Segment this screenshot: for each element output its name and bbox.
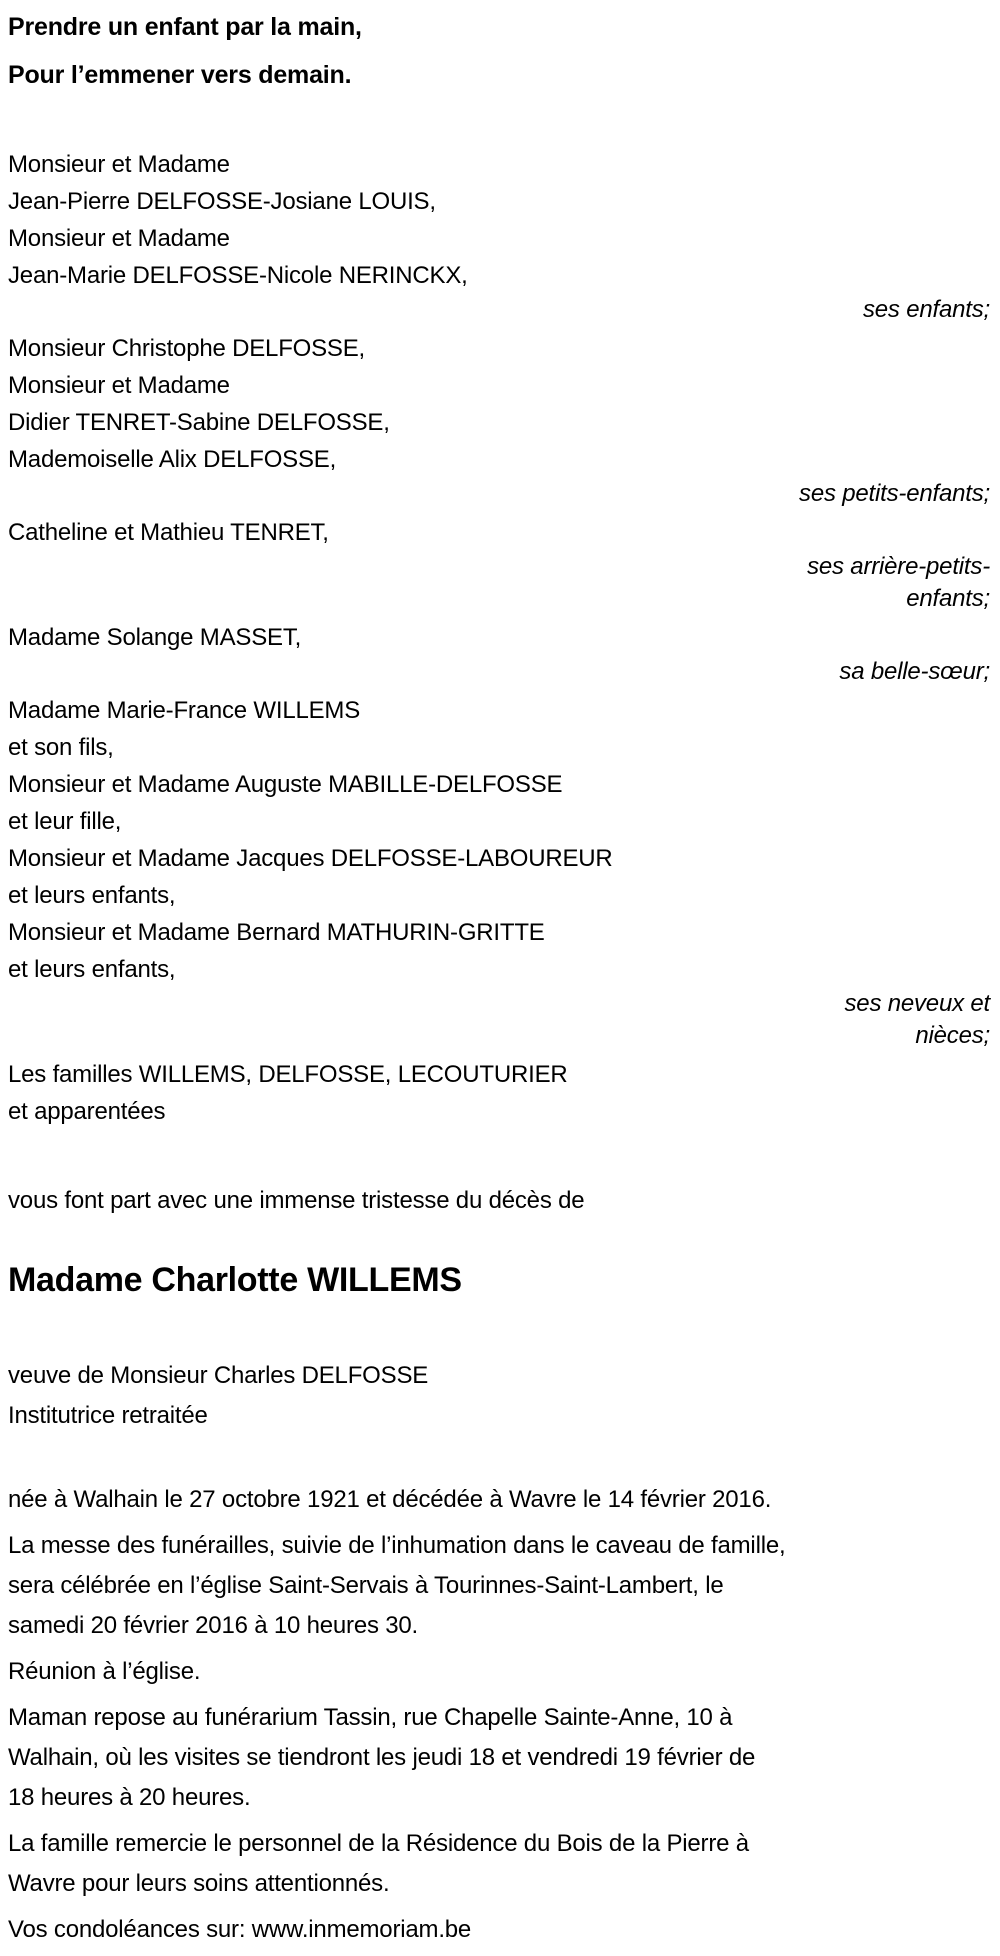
family-member-line: Monsieur et Madame (8, 151, 230, 178)
family-member-line: Didier TENRET-Sabine DELFOSSE, (8, 409, 390, 436)
paragraph-line: née à Walhain le 27 octobre 1921 et décédée à Wavre le 14 février 2016. (8, 1486, 772, 1513)
family-group (8, 619, 990, 688)
family-member-line: et apparentées (8, 1098, 166, 1125)
paragraph-line: 18 heures à 20 heures. (8, 1784, 251, 1811)
deceased-name: Madame Charlotte WILLEMS (8, 1261, 462, 1299)
paragraph-line: Walhain, où les visites se tiendront les jeudi 18 et vendredi 19 février de (8, 1744, 756, 1771)
notice-paragraph (8, 1526, 990, 1646)
notice-paragraph (8, 1480, 990, 1520)
announcement-text: vous font part avec une immense tristesse du décès de (8, 1187, 585, 1214)
paragraph-line: Wavre pour leurs soins attentionnés. (8, 1870, 390, 1897)
family-group (8, 146, 990, 326)
family-member-line: Madame Solange MASSET, (8, 624, 302, 651)
family-member-line: Monsieur Christophe DELFOSSE, (8, 335, 366, 362)
family-member-line: et son fils, (8, 734, 114, 761)
notice-paragraph (8, 1824, 990, 1904)
deceased-detail-line: veuve de Monsieur Charles DELFOSSE (8, 1362, 429, 1389)
notice-paragraph (8, 1698, 990, 1818)
family-group (8, 330, 990, 510)
family-group (8, 514, 990, 615)
family-group (8, 1056, 990, 1130)
deceased-details (8, 1356, 990, 1436)
funeral-details (8, 1480, 990, 1950)
paragraph-line: Maman repose au funérarium Tassin, rue Chapelle Sainte-Anne, 10 à (8, 1704, 733, 1731)
family-member-line: Les familles WILLEMS, DELFOSSE, LECOUTURIER (8, 1061, 568, 1088)
notice-paragraph (8, 1652, 990, 1692)
poem (8, 12, 990, 90)
paragraph-line: Réunion à l’église. (8, 1658, 201, 1685)
family-member-line: Jean-Marie DELFOSSE-Nicole NERINCKX, (8, 262, 468, 289)
relation-label: enfants; (906, 585, 990, 612)
family-member-line: Monsieur et Madame Bernard MATHURIN-GRITTE (8, 919, 545, 946)
poem-line: Pour l’emmener vers demain. (8, 61, 352, 89)
poem-line: Prendre un enfant par la main, (8, 13, 362, 41)
paragraph-line: Vos condoléances sur: www.inmemoriam.be (8, 1916, 472, 1943)
paragraph-line: samedi 20 février 2016 à 10 heures 30. (8, 1612, 418, 1639)
family-member-line: Monsieur et Madame Jacques DELFOSSE-LABOUREUR (8, 845, 613, 872)
relation-label: ses petits-enfants; (799, 480, 990, 507)
family-member-line: Monsieur et Madame (8, 225, 230, 252)
paragraph-line: La famille remercie le personnel de la Résidence du Bois de la Pierre à (8, 1830, 749, 1857)
notice-paragraph (8, 1910, 990, 1950)
relation-label: ses enfants; (862, 296, 990, 323)
relation-label: ses arrière-petits- (807, 553, 990, 580)
family-member-line: et leur fille, (8, 808, 122, 835)
paragraph-line: sera célébrée en l’église Saint-Servais à Tourinnes-Saint-Lambert, le (8, 1572, 724, 1599)
paragraph-line: La messe des funérailles, suivie de l’inhumation dans le caveau de famille, (8, 1532, 786, 1559)
family-member-line: Mademoiselle Alix DELFOSSE, (8, 446, 337, 473)
family-member-line: et leurs enfants, (8, 882, 176, 909)
family-member-line: Madame Marie-France WILLEMS (8, 697, 361, 724)
family-member-line: et leurs enfants, (8, 956, 176, 983)
family-member-line: Jean-Pierre DELFOSSE-Josiane LOUIS, (8, 188, 436, 215)
relation-label: ses neveux et (844, 990, 990, 1017)
family-member-line: Monsieur et Madame Auguste MABILLE-DELFOSSE (8, 771, 563, 798)
family-group (8, 692, 990, 1052)
deceased-detail-line: Institutrice retraitée (8, 1402, 208, 1429)
relation-label: sa belle-sœur; (839, 658, 990, 685)
family-section (8, 146, 990, 1130)
relation-label: nièces; (915, 1022, 990, 1049)
family-member-line: Catheline et Mathieu TENRET, (8, 519, 329, 546)
family-member-line: Monsieur et Madame (8, 372, 230, 399)
